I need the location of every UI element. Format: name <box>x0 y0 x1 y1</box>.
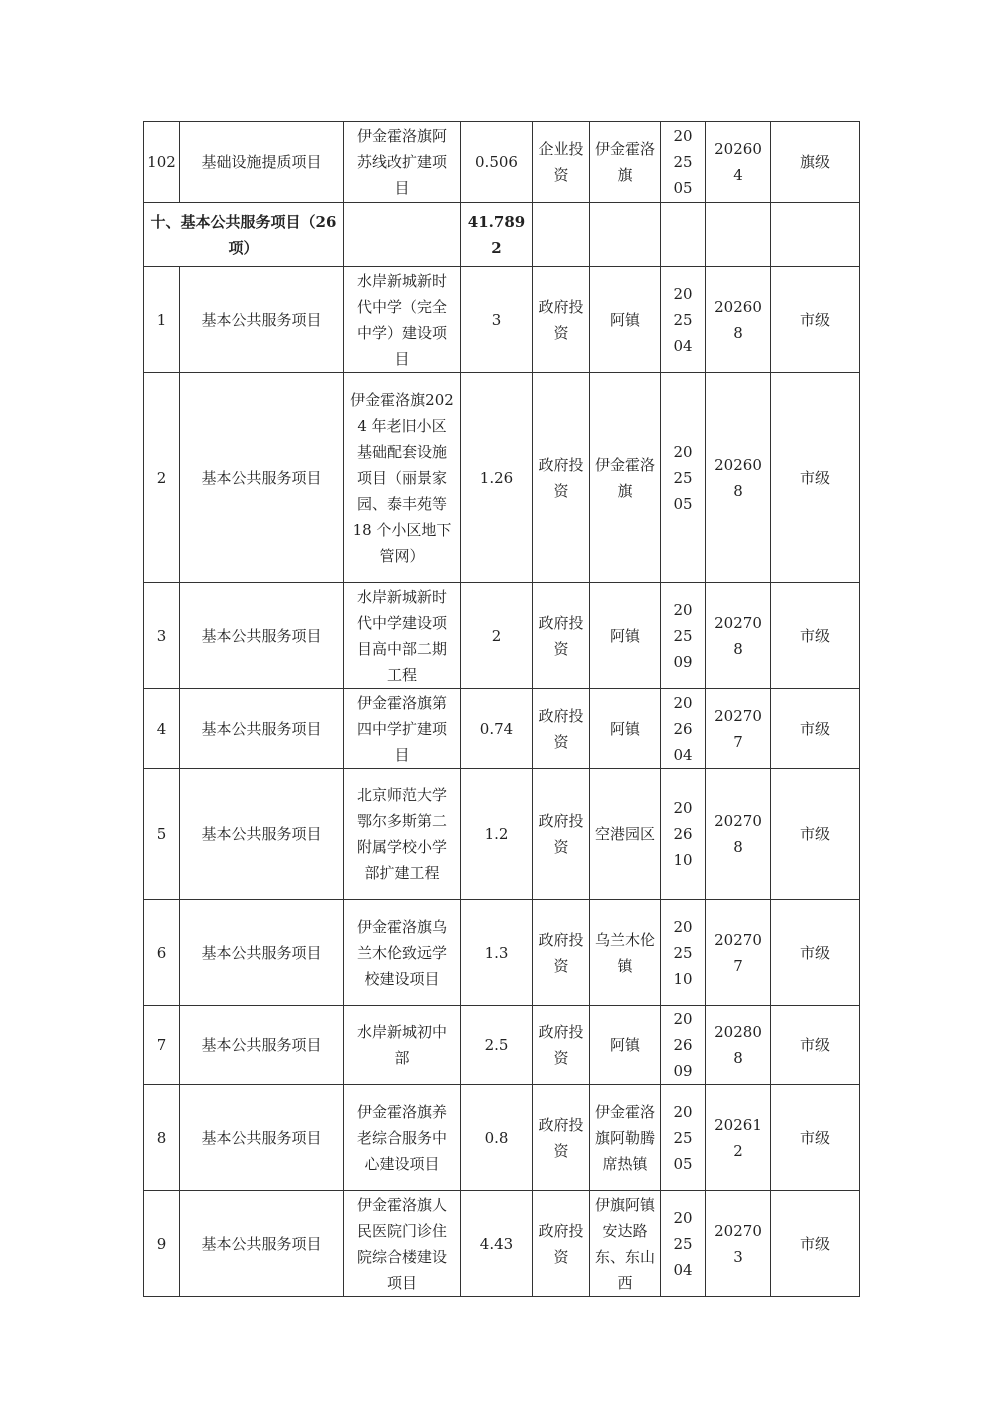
row-start-date: 202505 <box>661 122 706 203</box>
row-investment-type: 政府投资 <box>533 373 590 583</box>
row-amount: 1.26 <box>461 373 533 583</box>
row-location: 伊金霍洛旗 <box>590 373 661 583</box>
row-number: 9 <box>144 1191 180 1297</box>
row-amount: 0.74 <box>461 689 533 769</box>
table-row <box>144 689 860 769</box>
row-location: 阿镇 <box>590 689 661 769</box>
project-table <box>143 121 860 1297</box>
row-category: 基本公共服务项目 <box>180 1006 344 1085</box>
row-number: 8 <box>144 1085 180 1191</box>
row-level: 市级 <box>771 373 860 583</box>
row-start-date: 202609 <box>661 1006 706 1085</box>
row-investment-type: 政府投资 <box>533 769 590 900</box>
row-location: 伊旗阿镇安达路东、东山西 <box>590 1191 661 1297</box>
row-location: 阿镇 <box>590 267 661 373</box>
row-investment-type: 政府投资 <box>533 267 590 373</box>
row-level: 旗级 <box>771 122 860 203</box>
row-level: 市级 <box>771 1006 860 1085</box>
row-investment-type: 政府投资 <box>533 1191 590 1297</box>
row-number: 4 <box>144 689 180 769</box>
row-project-name: 水岸新城初中部 <box>344 1006 461 1085</box>
row-level: 市级 <box>771 1191 860 1297</box>
row-number: 2 <box>144 373 180 583</box>
section-empty-cell <box>533 203 590 267</box>
row-project-name: 伊金霍洛旗人民医院门诊住院综合楼建设项目 <box>344 1191 461 1297</box>
row-investment-type: 政府投资 <box>533 689 590 769</box>
row-start-date: 202510 <box>661 900 706 1006</box>
row-category: 基础设施提质项目 <box>180 122 344 203</box>
row-end-date: 202604 <box>706 122 771 203</box>
row-start-date: 202504 <box>661 267 706 373</box>
row-category: 基本公共服务项目 <box>180 373 344 583</box>
row-project-name: 伊金霍洛旗2024 年老旧小区基础配套设施项目（丽景家园、泰丰苑等 18 个小区地下管网） <box>344 373 461 583</box>
table-row <box>144 1191 860 1297</box>
row-category: 基本公共服务项目 <box>180 900 344 1006</box>
row-end-date: 202608 <box>706 267 771 373</box>
table-row <box>144 267 860 373</box>
row-category: 基本公共服务项目 <box>180 583 344 689</box>
row-end-date: 202612 <box>706 1085 771 1191</box>
row-number: 5 <box>144 769 180 900</box>
row-project-name: 水岸新城新时代中学建设项目高中部二期工程 <box>344 583 461 689</box>
row-start-date: 202604 <box>661 689 706 769</box>
row-amount: 0.506 <box>461 122 533 203</box>
row-end-date: 202708 <box>706 769 771 900</box>
row-end-date: 202608 <box>706 373 771 583</box>
section-empty-cell <box>771 203 860 267</box>
row-number: 1 <box>144 267 180 373</box>
row-amount: 0.8 <box>461 1085 533 1191</box>
row-number: 6 <box>144 900 180 1006</box>
section-amount: 41.7892 <box>461 203 533 267</box>
row-amount: 4.43 <box>461 1191 533 1297</box>
row-investment-type: 政府投资 <box>533 900 590 1006</box>
section-title: 十、基本公共服务项目（26 项） <box>144 203 344 267</box>
table-row <box>144 769 860 900</box>
row-project-name: 伊金霍洛旗第四中学扩建项目 <box>344 689 461 769</box>
table-row <box>144 1085 860 1191</box>
row-location: 空港园区 <box>590 769 661 900</box>
row-end-date: 202707 <box>706 689 771 769</box>
row-location: 伊金霍洛旗 <box>590 122 661 203</box>
row-project-name: 伊金霍洛旗乌兰木伦致远学校建设项目 <box>344 900 461 1006</box>
row-number: 7 <box>144 1006 180 1085</box>
row-category: 基本公共服务项目 <box>180 1085 344 1191</box>
row-number: 102 <box>144 122 180 203</box>
row-investment-type: 企业投资 <box>533 122 590 203</box>
row-investment-type: 政府投资 <box>533 1085 590 1191</box>
row-number: 3 <box>144 583 180 689</box>
section-empty-cell <box>661 203 706 267</box>
row-amount: 2 <box>461 583 533 689</box>
row-category: 基本公共服务项目 <box>180 1191 344 1297</box>
row-level: 市级 <box>771 900 860 1006</box>
row-level: 市级 <box>771 1085 860 1191</box>
row-category: 基本公共服务项目 <box>180 689 344 769</box>
row-project-name: 伊金霍洛旗阿苏线改扩建项目 <box>344 122 461 203</box>
row-investment-type: 政府投资 <box>533 1006 590 1085</box>
row-project-name: 北京师范大学鄂尔多斯第二附属学校小学部扩建工程 <box>344 769 461 900</box>
row-end-date: 202707 <box>706 900 771 1006</box>
row-amount: 3 <box>461 267 533 373</box>
row-start-date: 202610 <box>661 769 706 900</box>
row-amount: 1.3 <box>461 900 533 1006</box>
row-start-date: 202504 <box>661 1191 706 1297</box>
row-level: 市级 <box>771 267 860 373</box>
row-project-name: 伊金霍洛旗养老综合服务中心建设项目 <box>344 1085 461 1191</box>
row-start-date: 202505 <box>661 373 706 583</box>
row-location: 阿镇 <box>590 583 661 689</box>
row-location: 乌兰木伦镇 <box>590 900 661 1006</box>
section-empty-cell <box>590 203 661 267</box>
table-row <box>144 373 860 583</box>
row-end-date: 202703 <box>706 1191 771 1297</box>
row-start-date: 202509 <box>661 583 706 689</box>
row-end-date: 202808 <box>706 1006 771 1085</box>
row-level: 市级 <box>771 689 860 769</box>
row-start-date: 202505 <box>661 1085 706 1191</box>
row-end-date: 202708 <box>706 583 771 689</box>
table-row <box>144 900 860 1006</box>
row-location: 阿镇 <box>590 1006 661 1085</box>
row-category: 基本公共服务项目 <box>180 769 344 900</box>
row-category: 基本公共服务项目 <box>180 267 344 373</box>
table-row <box>144 583 860 689</box>
row-investment-type: 政府投资 <box>533 583 590 689</box>
table-row <box>144 122 860 203</box>
row-amount: 2.5 <box>461 1006 533 1085</box>
table-row <box>144 1006 860 1085</box>
row-level: 市级 <box>771 583 860 689</box>
section-empty-cell <box>344 203 461 267</box>
row-location: 伊金霍洛旗阿勒腾席热镇 <box>590 1085 661 1191</box>
row-level: 市级 <box>771 769 860 900</box>
section-empty-cell <box>706 203 771 267</box>
section-header-row <box>144 203 860 267</box>
row-project-name: 水岸新城新时代中学（完全中学）建设项目 <box>344 267 461 373</box>
row-amount: 1.2 <box>461 769 533 900</box>
